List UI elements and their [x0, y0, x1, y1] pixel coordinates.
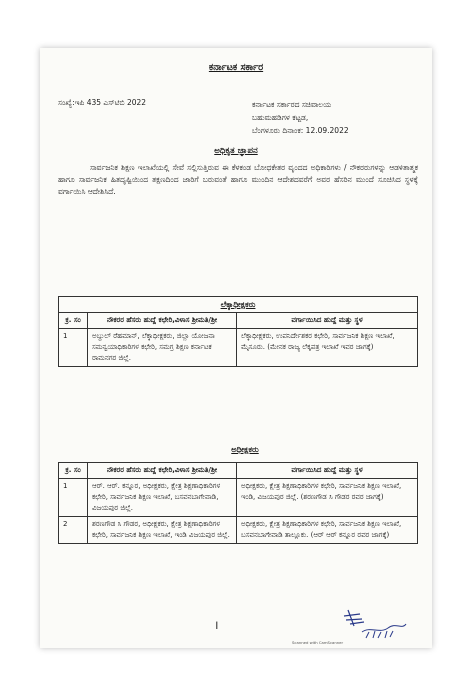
- column-header-name: ನೌಕರರ ಹೆಸರು ಹುದ್ದೆ ಕಛೇರಿ,ವಿಳಾಸ ಶ್ರೀಮತಿ/ಶ್ರೀ: [88, 463, 237, 479]
- accounts-superintendents-table: [58, 296, 418, 367]
- row-sl: 1: [59, 479, 88, 517]
- row-sl: 2: [59, 517, 88, 544]
- memo-body: ಸಾರ್ವಜನಿಕ ಶಿಕ್ಷಣ ಇಲಾಖೆಯಲ್ಲಿ ಸೇವೆ ಸಲ್ಲಿಸುತ್ತಿರುವ ಈ ಕೆಳಕಂಡ ಬೋಧಕೇತರ ವೃಂದದ ಅಧಿಕಾರಿಗಳು / ನೌಕರರುಗಳನ್ನು ಆಡಳಿತಾತ್ಮಕ ಹಾಗೂ ಸಾರ್ವಜನಿಕ ಹಿತದೃಷ್ಟಿಯಿಂದ ತಕ್ಷಣದಿಂದ ಜಾರಿಗೆ ಬರುವಂತೆ ಹಾಗೂ ಮುಂದಿನ ಆದೇಶದವರೆಗೆ ಅವರ ಹೆಸರಿನ ಮುಂದೆ ಸೂಚಿಸಿದ ಸ್ಥಳಕ್ಕೆ ವರ್ಗಾಯಿಸಿ ಆದೇಶಿಸಿದೆ.: [58, 163, 418, 196]
- column-header-sl: ಕ್ರ. ಸಂ: [59, 313, 88, 329]
- column-header-posting: ವರ್ಗಾಯಿಸಿದ ಹುದ್ದೆ ಮತ್ತು ಸ್ಥಳ: [237, 313, 418, 329]
- signature-image: [340, 604, 410, 644]
- scanner-watermark: Scanned with CamScanner: [292, 640, 344, 645]
- row-name: ಅಬ್ದುಲ್ ರೆಹಮಾನ್, ಲೆಕ್ಕಾಧೀಕ್ಷಕರು, ಜಿಲ್ಲಾ ಯೋಜನಾ ಸಮನ್ವಯಾಧಿಕಾರಿಗಳ ಕಛೇರಿ, ಸಮಗ್ರ ಶಿಕ್ಷಣ ಕರ್ನಾಟಕ ರಾಮನಗರ ಜಿಲ್ಲೆ.: [88, 329, 237, 367]
- section-title: ಅಧೀಕ್ಷಕರು: [231, 445, 259, 454]
- column-header-name: ನೌಕರರ ಹೆಸರು ಹುದ್ದೆ ಕಛೇರಿ,ವಿಳಾಸ ಶ್ರೀಮತಿ/ಶ್ರೀ: [88, 313, 237, 329]
- row-name: ಶರಣಗೌಡ ಸಿ ಗೌಡರ, ಅಧೀಕ್ಷಕರು, ಕ್ಷೇತ್ರ ಶಿಕ್ಷಣಾಧಿಕಾರಿಗಳ ಕಛೇರಿ, ಸಾರ್ವಜನಿಕ ಶಿಕ್ಷಣ ಇಲಾಖೆ, ಇಂಡಿ ವಿಜಯಪುರ ಜಿಲ್ಲೆ.: [88, 517, 237, 544]
- office-line: ಬಹುಮಹಡಿಗಳ ಕಟ್ಟಡ,: [252, 113, 309, 122]
- memo-title: ಅಧಿಕೃತ ಜ್ಞಾಪನ: [214, 146, 258, 156]
- government-title: ಕರ್ನಾಟಕ ಸರ್ಕಾರ: [208, 62, 264, 73]
- row-name: ಆರ್. ಆರ್. ಕನ್ನೂರ, ಅಧೀಕ್ಷಕರು, ಕ್ಷೇತ್ರ ಶಿಕ್ಷಣಾಧಿಕಾರಿಗಳ ಕಛೇರಿ, ಸಾರ್ವಜನಿಕ ಶಿಕ್ಷಣ ಇಲಾಖೆ, ಬಸವನಬಾಗೇವಾಡಿ, ವಿಜಯಪುರ ಜಿಲ್ಲೆ.: [88, 479, 237, 517]
- superintendents-table: [58, 462, 418, 544]
- table-row: [59, 479, 418, 517]
- row-posting: ಅಧೀಕ್ಷಕರು, ಕ್ಷೇತ್ರ ಶಿಕ್ಷಣಾಧಿಕಾರಿಗಳ ಕಛೇರಿ, ಸಾರ್ವಜನಿಕ ಶಿಕ್ಷಣ ಇಲಾಖೆ, ಇಂಡಿ, ವಿಜಯಪುರ ಜಿಲ್ಲೆ. (ಶರಣಗೌಡ ಸಿ ಗೌಡರ ರವರ ಜಾಗಕ್ಕೆ): [237, 479, 418, 517]
- page-number-mark: ।: [214, 618, 219, 632]
- office-date: ಬೆಂಗಳೂರು ದಿನಾಂಕ: 12.09.2022: [252, 126, 349, 135]
- table-row: [59, 517, 418, 544]
- order-number: ಸಂಖ್ಯೆ:ಇಪಿ 435 ಎಸ್‌ಟಿಬಿ 2022: [58, 98, 147, 107]
- column-header-sl: ಕ್ರ. ಸಂ: [59, 463, 88, 479]
- office-line: ಕರ್ನಾಟಕ ಸರ್ಕಾರದ ಸಚಿವಾಲಯ: [252, 100, 332, 109]
- document-page: [40, 48, 432, 648]
- table-row: [59, 329, 418, 367]
- row-sl: 1: [59, 329, 88, 367]
- section-title: ಲೆಕ್ಕಾಧೀಕ್ಷಕರು: [59, 297, 418, 313]
- office-address: [252, 98, 349, 137]
- row-posting: ಅಧೀಕ್ಷಕರು, ಕ್ಷೇತ್ರ ಶಿಕ್ಷಣಾಧಿಕಾರಿಗಳ ಕಛೇರಿ, ಸಾರ್ವಜನಿಕ ಶಿಕ್ಷಣ ಇಲಾಖೆ, ಬಸವನಬಾಗೇವಾಡಿ ತಾಲ್ಲೂಕು. (ಆರ್ ಆರ್ ಕನ್ನೂರ ರವರ ಜಾಗಕ್ಕೆ): [237, 517, 418, 544]
- row-posting: ಲೆಕ್ಕಾಧೀಕ್ಷಕರು, ಉಪನಿರ್ದೇಶಕರ ಕಛೇರಿ, ಸಾರ್ವಜನಿಕ ಶಿಕ್ಷಣ ಇಲಾಖೆ, ಮೈಸೂರು. (ಮೇನಕ ರಾಜ್ಯ ಲೆಕ್ಕಪತ್ರ ಇಲಾಖೆ ಇವರ ಜಾಗಕ್ಕೆ): [237, 329, 418, 367]
- column-header-posting: ವರ್ಗಾಯಿಸಿದ ಹುದ್ದೆ ಮತ್ತು ಸ್ಥಳ: [237, 463, 418, 479]
